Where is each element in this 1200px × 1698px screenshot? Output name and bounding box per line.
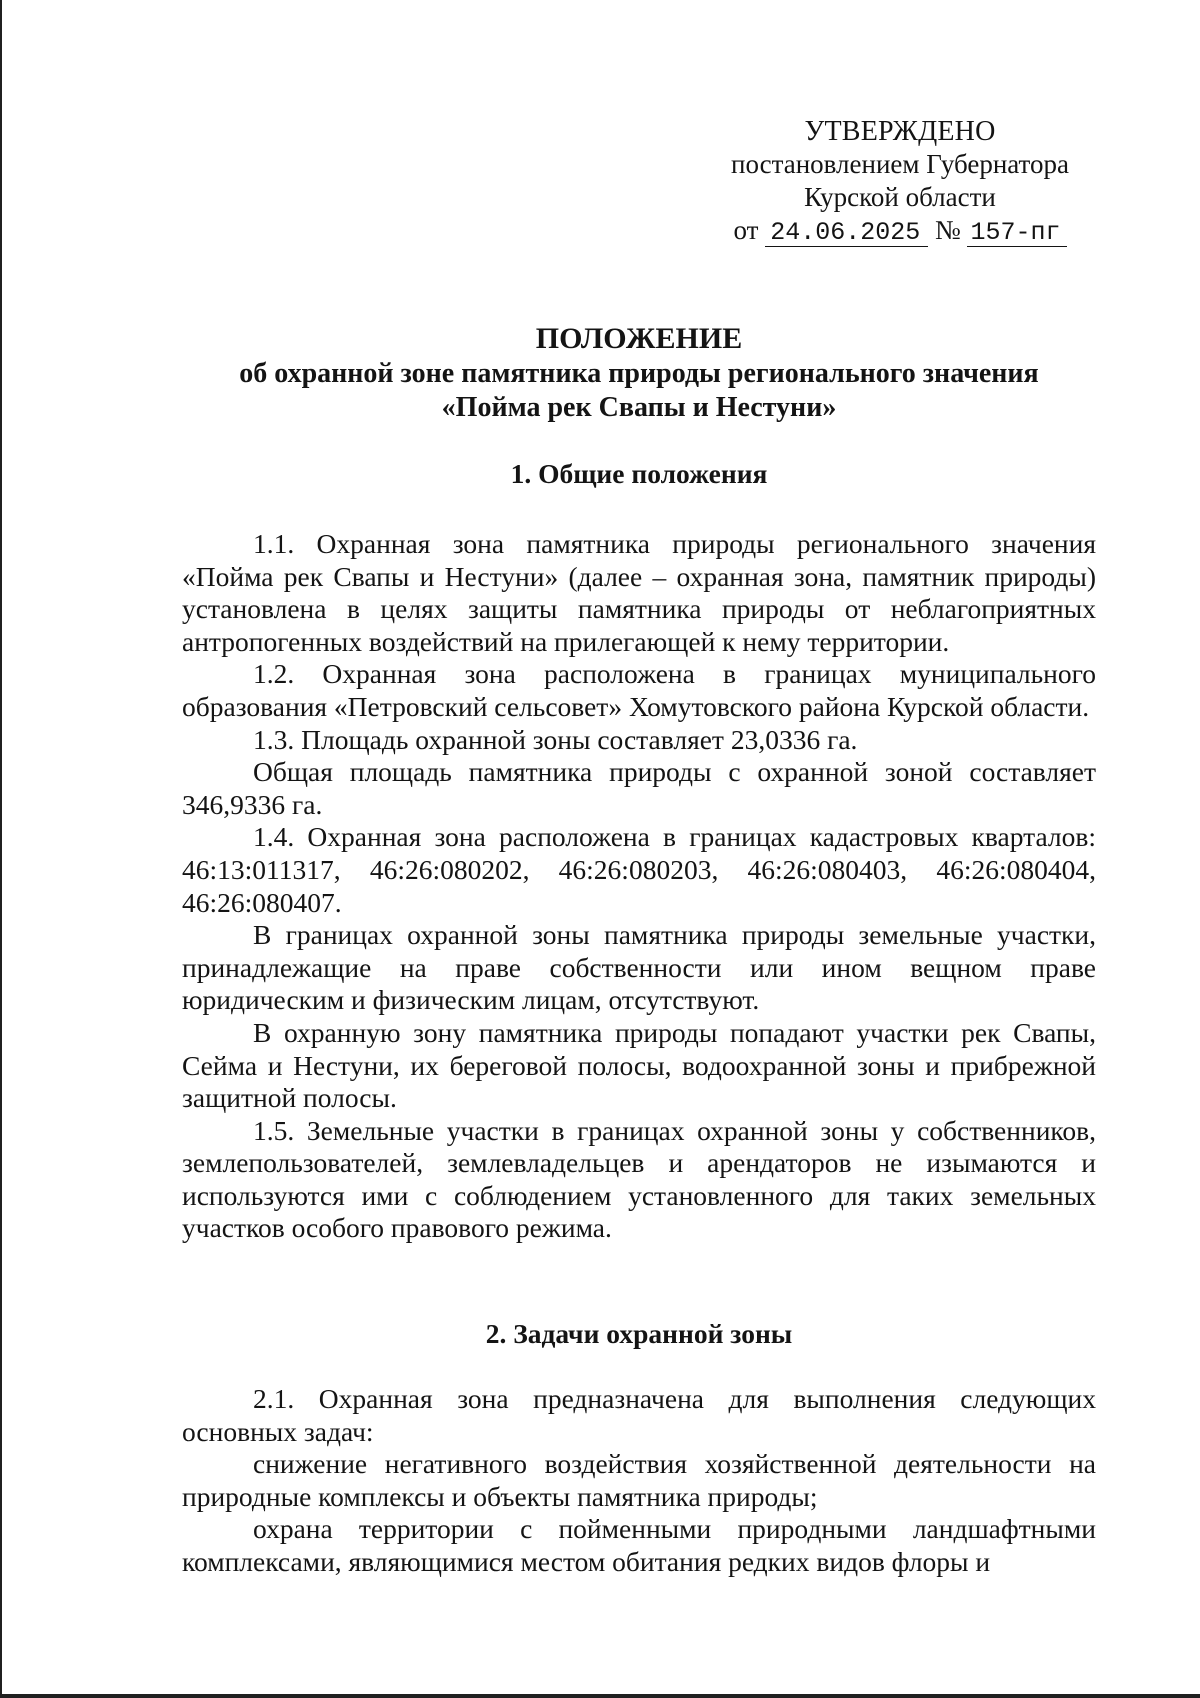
scan-bottom-edge bbox=[0, 1694, 1200, 1698]
paragraph: 1.3. Площадь охранной зоны составляет 23,0336 га. bbox=[253, 723, 858, 755]
section-1-body bbox=[182, 528, 1096, 1245]
section-2-body bbox=[182, 1383, 1096, 1579]
approval-heading: УТВЕРЖДЕНО bbox=[804, 116, 996, 147]
paragraph: 1.1. Охранная зона памятника природы регионального значения «Пойма рек Свапы и Нестуни» (далее – охранная зона, памятник природы) установлена в целях защиты памятника природы от неблагоприятных антропогенных воздействий на прилегающей к нему территории. bbox=[182, 528, 1096, 657]
approval-date-line bbox=[700, 214, 1100, 247]
approval-line-2: Курской области bbox=[804, 182, 996, 212]
paragraph: 1.2. Охранная зона расположена в границах муниципального образования «Петровский сельсовет» Хомутовского района Курской области. bbox=[182, 658, 1096, 722]
paragraph: 1.4. Охранная зона расположена в границах кадастровых кварталов: 46:13:011317, 46:26:080202, 46:26:080203, 46:26:080403, 46:26:080404, 46:26:080407. bbox=[182, 821, 1096, 918]
paragraph: Общая площадь памятника природы с охранной зоной составляет 346,9336 га. bbox=[182, 756, 1096, 820]
document-title-line-3: «Пойма рек Свапы и Нестуни» bbox=[441, 392, 837, 423]
date-prefix: от bbox=[733, 215, 759, 245]
document-title-main: ПОЛОЖЕНИЕ bbox=[535, 322, 743, 355]
approval-line-1: постановлением Губернатора bbox=[731, 149, 1069, 179]
paragraph: снижение негативного воздействия хозяйственной деятельности на природные комплексы и объекты памятника природы; bbox=[182, 1448, 1096, 1512]
approval-block bbox=[700, 115, 1100, 247]
approval-date: 24.06.2025 bbox=[765, 220, 928, 247]
document-title bbox=[182, 322, 1096, 425]
approval-number: 157-пг bbox=[967, 220, 1066, 247]
number-sign: № bbox=[934, 215, 961, 245]
paragraph: 2.1. Охранная зона предназначена для выполнения следующих основных задач: bbox=[182, 1383, 1096, 1447]
paragraph: В охранную зону памятника природы попадают участки рек Свапы, Сейма и Нестуни, их береговой полосы, водоохранной зоны и прибрежной защитной полосы. bbox=[182, 1016, 1096, 1114]
paragraph: охрана территории с пойменными природными ландшафтными комплексами, являющимися местом обитания редких видов флоры и bbox=[182, 1513, 1096, 1577]
section-1-heading: 1. Общие положения bbox=[510, 458, 768, 489]
document-title-line-2: об охранной зоне памятника природы регионального значения bbox=[239, 358, 1039, 389]
paragraph: 1.5. Земельные участки в границах охранной зоны у собственников, землепользователей, землевладельцев и арендаторов не изымаются и используются ими с соблюдением установленного для таких земельных участков особого правового режима. bbox=[182, 1114, 1096, 1244]
scan-left-edge bbox=[0, 0, 2, 1698]
paragraph: В границах охранной зоны памятника природы земельные участки, принадлежащие на праве собственности или ином вещном праве юридическим и физическим лицам, отсутствуют. bbox=[182, 919, 1096, 1016]
section-2-heading: 2. Задачи охранной зоны bbox=[485, 1318, 793, 1349]
